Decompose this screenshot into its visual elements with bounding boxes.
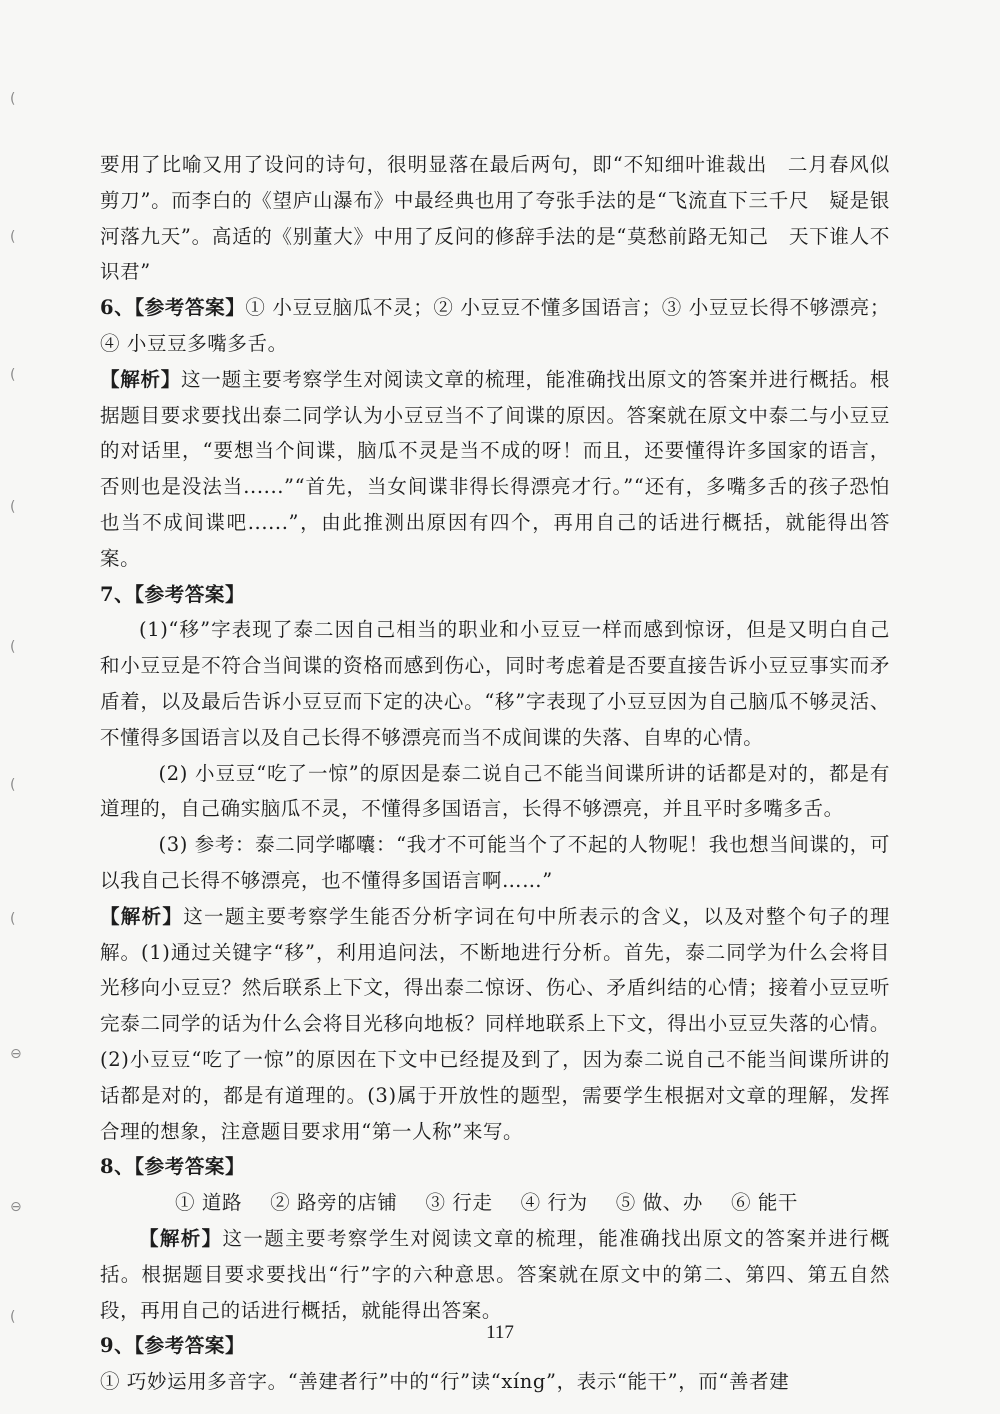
q6-analysis xyxy=(100,362,890,577)
q8-option: ① 道路 xyxy=(175,1191,243,1215)
q8-analysis-text: 这一题主要考察学生对阅读文章的梳理，能准确找出原文的答案并进行概括。根据题目要求要找出“行”字的六种意思。答案就在原文中的第二、第四、第五自然段，再用自己的话进行概括，就能得出答案。 xyxy=(100,1226,890,1322)
q6-analysis-text: 这一题主要考察学生对阅读文章的梳理，能准确找出原文的答案并进行概括。根据题目要求要找出泰二同学认为小豆豆当不了间谍的原因。答案就在原文中泰二与小豆豆的对话里，“要想当个间谍，脑瓜不灵是当不成的呀！而且，还要懂得许多国家的语言，否则也是没法当......”“首先，当女间谍非得长得漂亮才行。”“还有，多嘴多舌的孩子恐怕也当不成间谍吧......”，由此推测出原因有四个，再用自己的话进行概括，就能得出答案。 xyxy=(100,367,890,570)
q8-answer-heading: 8、【参考答案】 xyxy=(100,1155,246,1179)
q8-option: ② 路旁的店铺 xyxy=(270,1191,398,1215)
binding-hole-mark: ( xyxy=(10,499,16,515)
analysis-label: 【解析】 xyxy=(100,904,184,928)
q9-answer-heading: 9、【参考答案】 xyxy=(100,1334,246,1358)
binding-hole-mark: ( xyxy=(10,639,16,655)
q7-answer-part-3: (3) 参考：泰二同学嘟囔：“我才不可能当个了不起的人物呢！我也想当间谍的，可以我自己长得不够漂亮，也不懂得多国语言啊……” xyxy=(100,833,890,892)
q8-option: ③ 行走 xyxy=(425,1191,493,1215)
q9-answer-text: ① 巧妙运用多音字。“善建者行”中的“行”读“xíng”，表示“能干”，而“善者建 xyxy=(100,1370,790,1394)
q8-option: ④ 行为 xyxy=(520,1191,588,1215)
q7-answer-part-1: (1)“移”字表现了泰二因自己相当的职业和小豆豆一样而感到惊讶，但是又明白自己和小豆豆是不符合当间谍的资格而感到伤心，同时考虑着是否要直接告诉小豆豆事实而矛盾着，以及最后告诉小豆豆而下定的决心。“移”字表现了小豆豆因为自己脑瓜不够灵活、不懂得多国语言以及自己长得不够漂亮而当不成间谍的失落、自卑的心情。 xyxy=(100,618,890,749)
q7-answer-part-2: (2) 小豆豆“吃了一惊”的原因是泰二说自己不能当间谍所讲的话都是对的，都是有道理的，自己确实脑瓜不灵，不懂得多国语言，长得不够漂亮，并且平时多嘴多舌。 xyxy=(100,761,890,821)
analysis-label: 【解析】 xyxy=(139,1226,223,1250)
q8-options-row xyxy=(100,1185,890,1221)
binding-hole-mark: ( xyxy=(10,229,16,245)
binding-hole-mark: ( xyxy=(10,777,16,793)
binding-hole-mark: ( xyxy=(10,91,16,107)
q8-option: ⑤ 做、办 xyxy=(615,1191,703,1215)
binding-hole-mark: ( xyxy=(10,911,16,927)
q8-option: ⑥ 能干 xyxy=(730,1191,799,1215)
q6-answer-block xyxy=(100,290,890,362)
q8-analysis xyxy=(100,1221,890,1328)
binding-hole-mark: ⊖ xyxy=(10,1046,22,1062)
q7-answer-heading: 7、【参考答案】 xyxy=(100,582,246,606)
q6-answer-heading: 6、【参考答案】 xyxy=(100,296,246,320)
binding-hole-mark: ⊖ xyxy=(10,1199,22,1215)
analysis-label: 【解析】 xyxy=(100,367,182,391)
q6-answer-text: ① 小豆豆脑瓜不灵；② 小豆豆不懂多国语言；③ 小豆豆长得不够漂亮； ④ 小豆豆多嘴多舌。 xyxy=(100,296,890,355)
q7-analysis-text: 这一题主要考察学生能否分析字词在句中所表示的含义，以及对整个句子的理解。(1)通过关键字“移”，利用追问法，不断地进行分析。首先，泰二同学为什么会将目光移向小豆豆？然后联系上下文，得出泰二惊讶、伤心、矛盾纠结的心情；接着小豆豆听完泰二同学的话为什么会将目光移向地板？同样地联系上下文，得出小豆豆失落的心情。 (2)小豆豆“吃了一惊”的原因在下文中已经提及到了，因为泰二说自己不能当间谍所讲的话都是对的，都是有道理的。(3)属于开放性的题型，需要学生根据对文章的理解，发挥合理的想象，注意题目要求用“第一人称”来写。 xyxy=(100,904,890,1143)
page-number: 117 xyxy=(486,1322,514,1343)
page-body xyxy=(100,147,890,1400)
q7-analysis xyxy=(100,899,890,1150)
q5-continuation: 要用了比喻又用了设问的诗句，很明显落在最后两句，即“不知细叶谁裁出 二月春风似剪刀”。而李白的《望庐山瀑布》中最经典也用了夸张手法的是“飞流直下三千尺 疑是银河落九天”。高适的《别董大》中用了反问的修辞手法的是“莫愁前路无知己 天下谁人不识君” xyxy=(100,153,890,284)
binding-hole-mark: ( xyxy=(10,367,16,383)
binding-hole-mark: ( xyxy=(10,1309,16,1325)
binding-hole-strip xyxy=(0,0,40,1414)
